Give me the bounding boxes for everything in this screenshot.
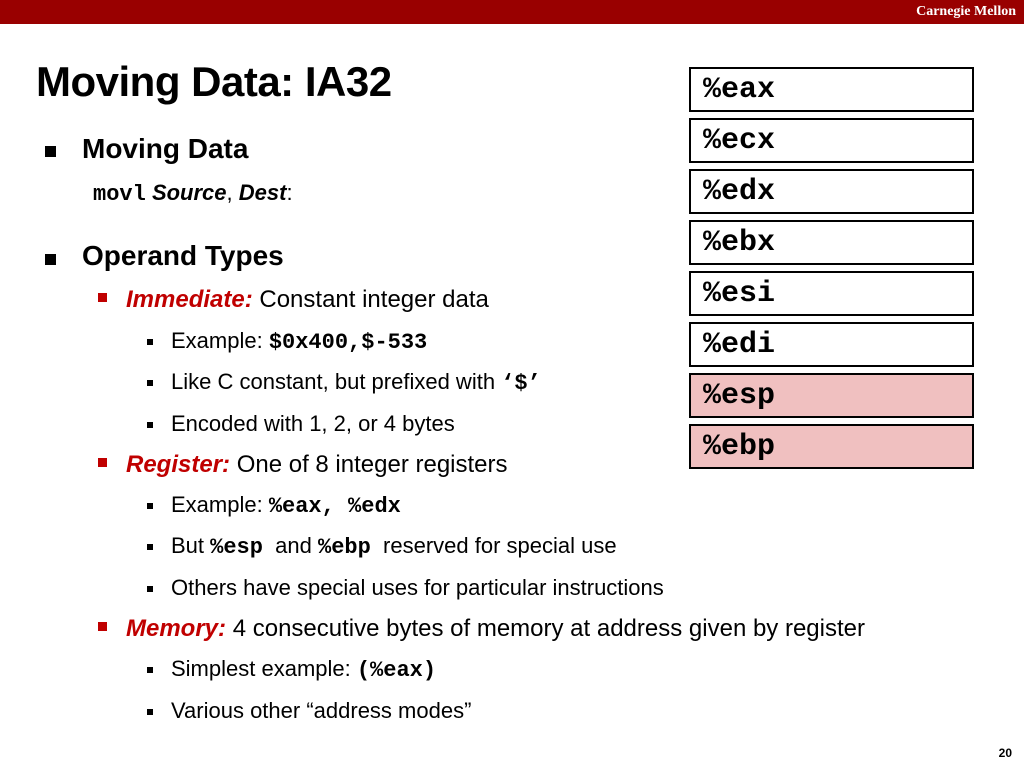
- example-code: %eax, %edx: [268, 494, 401, 519]
- movl-syntax: [93, 180, 293, 207]
- register-box: %ecx: [689, 118, 974, 163]
- register-example: [171, 492, 401, 519]
- operand-dest: Dest: [238, 180, 287, 205]
- and-text: and: [262, 533, 318, 558]
- bullet-small-icon: [147, 709, 153, 715]
- but-text: But: [171, 533, 211, 558]
- esp-code: %esp: [210, 535, 263, 560]
- register-reserved: [171, 533, 617, 560]
- header-bar: [0, 0, 1024, 24]
- register-list: [689, 67, 974, 475]
- register-label: Register:: [126, 451, 231, 478]
- example-label: Example:: [171, 328, 269, 353]
- memory-various: Various other “address modes”: [171, 698, 472, 723]
- moving-data-heading: Moving Data: [82, 133, 249, 164]
- example-label: Example:: [171, 492, 269, 517]
- immediate-example: [171, 328, 427, 355]
- register-text: One of 8 integer registers: [230, 451, 508, 478]
- comma: ,: [226, 180, 233, 205]
- colon: :: [286, 180, 293, 205]
- immediate-label: Immediate:: [126, 286, 253, 313]
- bullet-square-icon: [98, 622, 107, 631]
- operand-source: Source: [151, 180, 227, 205]
- bullet-square-icon: [45, 146, 56, 157]
- immediate-text: Constant integer data: [252, 286, 489, 313]
- reserved-text: reserved for special use: [370, 533, 617, 558]
- operand-types-heading: Operand Types: [82, 240, 284, 271]
- dollar-code: ‘$’: [501, 371, 541, 396]
- bullet-small-icon: [147, 667, 153, 673]
- simplest-code: (%eax): [356, 658, 437, 683]
- register-line: [126, 451, 508, 479]
- bullet-square-icon: [98, 293, 107, 302]
- register-box: %edx: [689, 169, 974, 214]
- bullet-square-icon: [98, 458, 107, 467]
- like-c-text: Like C constant, but prefixed with: [171, 369, 502, 394]
- bullet-small-icon: [147, 422, 153, 428]
- register-box: %edi: [689, 322, 974, 367]
- bullet-small-icon: [147, 544, 153, 550]
- register-box: %ebx: [689, 220, 974, 265]
- register-box: %esi: [689, 271, 974, 316]
- page-number: 20: [998, 746, 1012, 760]
- ebp-code: %ebp: [318, 535, 371, 560]
- immediate-line: [126, 286, 489, 314]
- bullet-small-icon: [147, 586, 153, 592]
- memory-text: 4 consecutive bytes of memory at address given by register: [226, 615, 865, 642]
- memory-line: [126, 615, 865, 643]
- register-others: Others have special uses for particular instructions: [171, 575, 664, 600]
- bullet-small-icon: [147, 339, 153, 345]
- bullet-square-icon: [45, 254, 56, 265]
- register-box: %ebp: [689, 424, 974, 469]
- register-box: %eax: [689, 67, 974, 112]
- immediate-like-c: [171, 369, 541, 396]
- example-code: $0x400,$-533: [268, 330, 428, 355]
- memory-simplest: [171, 656, 436, 683]
- register-box: %esp: [689, 373, 974, 418]
- simplest-label: Simplest example:: [171, 656, 357, 681]
- org-name: Carnegie Mellon: [916, 4, 1016, 19]
- bullet-small-icon: [147, 380, 153, 386]
- instr-movl: movl: [93, 182, 146, 207]
- slide-title: Moving Data: IA32: [36, 58, 392, 105]
- immediate-encoded: Encoded with 1, 2, or 4 bytes: [171, 411, 455, 436]
- memory-label: Memory:: [126, 615, 227, 642]
- bullet-small-icon: [147, 503, 153, 509]
